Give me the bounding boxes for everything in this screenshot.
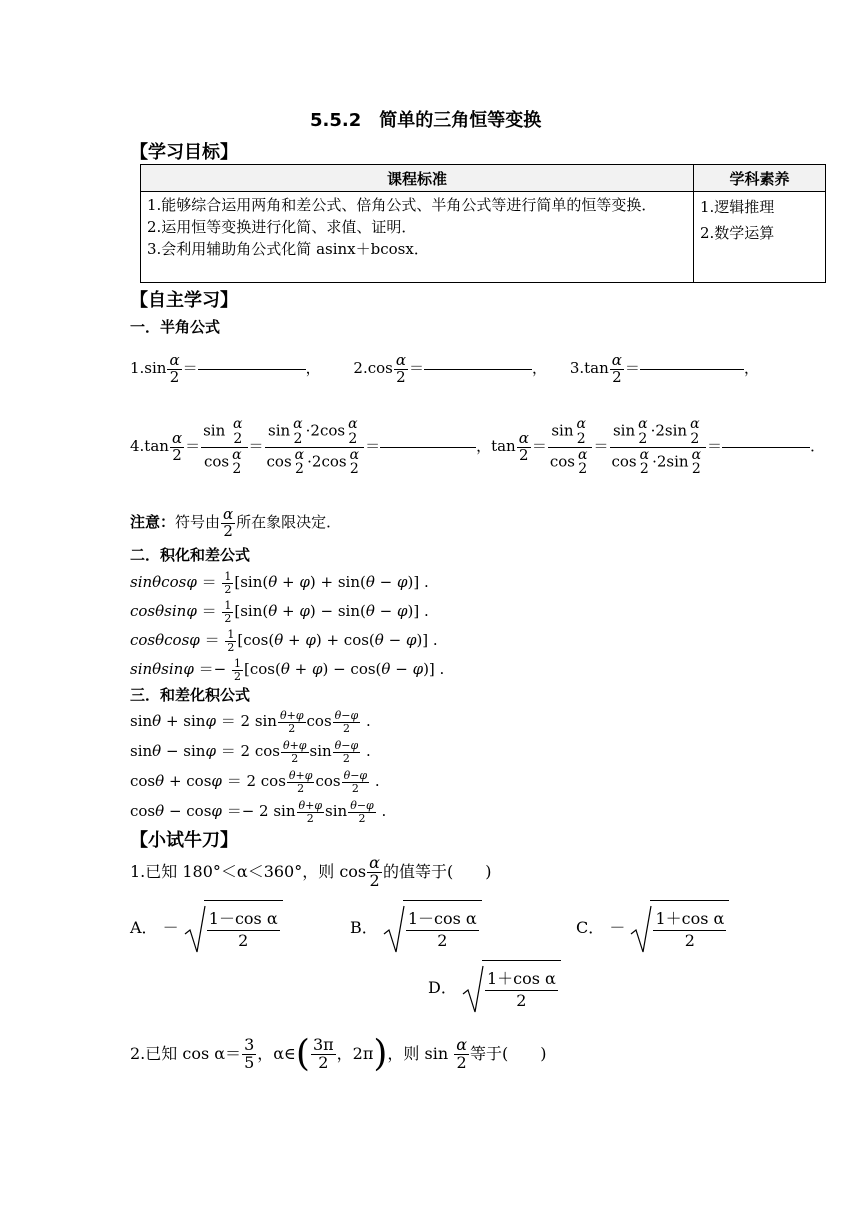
standard-item: 2.运用恒等变换进行化简、求值、证明． bbox=[147, 218, 417, 236]
q1-option-c[interactable]: C． － $\frac{\text{1＋cos α}}{2}$ bbox=[576, 900, 729, 954]
q1-option-d[interactable]: D． $\frac{\text{1＋cos α}}{2}$ bbox=[428, 960, 561, 1014]
goals-table bbox=[140, 164, 826, 283]
sum-to-product-list bbox=[130, 706, 386, 826]
formula-line: sinθcosφ ＝ $\frac{1}{2}$ [sin(θ + φ) + sin(θ − φ)] . bbox=[130, 569, 429, 596]
q1-option-a[interactable]: A． － $\frac{\text{1－cos α}}{2}$ bbox=[130, 900, 283, 954]
literacy-cell bbox=[694, 192, 826, 283]
half-angle-row2: 4.tan $\frac{\alpha}{2}$ ＝ sin α 2 cos α 2 ＝ sin α 2 ·2cos α 2 cos α 2 ·2cos α 2 ＝ ，tan $\frac{\alpha}{2}$ ＝ sin α 2 cos α 2 ＝ sin α 2 ·2sin α 2 cos α 2 ·2sin α 2 ＝ ． bbox=[130, 416, 826, 478]
blank-tan-half[interactable] bbox=[640, 369, 744, 370]
part1-title: 一．半角公式 bbox=[130, 318, 221, 336]
formula-line: sinθsinφ ＝− $\frac{1}{2}$ [cos(θ + φ) − cos(θ − φ)] . bbox=[130, 656, 445, 683]
formula-line: sinθ − sinφ ＝ 2 cos $\frac{\theta+\varphi}{2}$ sin $\frac{\theta-\varphi}{2}$ . bbox=[130, 738, 371, 765]
product-to-sum-list bbox=[130, 568, 444, 684]
half-angle-row1: 1.sin $\frac{\alpha}{2}$ ＝ ， 2.cos $\frac{\alpha}{2}$ ＝ ， 3.tan $\frac{\alpha}{2}$ ＝ ， bbox=[130, 350, 759, 386]
part2-title: 二．积化和差公式 bbox=[130, 546, 251, 564]
standards-cell bbox=[141, 192, 694, 283]
part3-title: 三．和差化积公式 bbox=[130, 686, 251, 704]
q1-option-b[interactable]: B． $\frac{\text{1－cos α}}{2}$ bbox=[350, 900, 482, 954]
note-line: 注意：符号由 $\frac{\alpha}{2}$ 所在象限决定． bbox=[130, 504, 342, 540]
blank-tan-half-derivation-1[interactable] bbox=[380, 447, 476, 448]
section-self-study-title: 【自主学习】 bbox=[130, 290, 238, 311]
standard-item: 3.会利用辅助角公式化简 asinx＋bcosx． bbox=[147, 240, 429, 258]
page-title: 5.5.2 简单的三角恒等变换 bbox=[310, 110, 542, 131]
blank-sin-half[interactable] bbox=[198, 369, 306, 370]
section-goals-title: 【学习目标】 bbox=[130, 142, 238, 163]
section-practice-title: 【小试牛刀】 bbox=[130, 830, 238, 851]
literacy-item: 2.数学运算 bbox=[700, 224, 775, 242]
formula-line: cosθ − cosφ ＝− 2 sin $\frac{\theta+\varphi}{2}$ sin $\frac{\theta-\varphi}{2}$ . bbox=[130, 798, 387, 825]
standard-item: 1.能够综合运用两角和差公式、倍角公式、半角公式等进行简单的恒等变换． bbox=[147, 196, 657, 214]
goals-col-literacy: 学科素养 bbox=[694, 165, 826, 192]
formula-line: cosθcosφ ＝ $\frac{1}{2}$ [cos(θ + φ) + cos(θ − φ)] . bbox=[130, 627, 438, 654]
q2-stem: 2.已知 cos α＝ $\frac{3}{5}$ ，α∈( $\frac{3\pi}{2}$ ，2π)，则 sin $\frac{\alpha}{2}$ 等于( ) bbox=[130, 1033, 547, 1075]
formula-line: cosθsinφ ＝ $\frac{1}{2}$ [sin(θ + φ) − sin(θ − φ)] . bbox=[130, 598, 429, 625]
blank-tan-half-derivation-2[interactable] bbox=[722, 447, 810, 448]
literacy-item: 1.逻辑推理 bbox=[700, 198, 775, 216]
blank-cos-half[interactable] bbox=[424, 369, 532, 370]
formula-line: sinθ + sinφ ＝ 2 sin $\frac{\theta+\varphi}{2}$ cos $\frac{\theta-\varphi}{2}$ . bbox=[130, 708, 371, 735]
goals-col-standard: 课程标准 bbox=[141, 165, 694, 192]
q1-stem: 1.已知 180°＜α＜360°，则 cos $\frac{\alpha}{2}$ 的值等于( ) bbox=[130, 853, 492, 890]
formula-line: cosθ + cosφ ＝ 2 cos $\frac{\theta+\varphi}{2}$ cos $\frac{\theta-\varphi}{2}$ . bbox=[130, 768, 380, 795]
